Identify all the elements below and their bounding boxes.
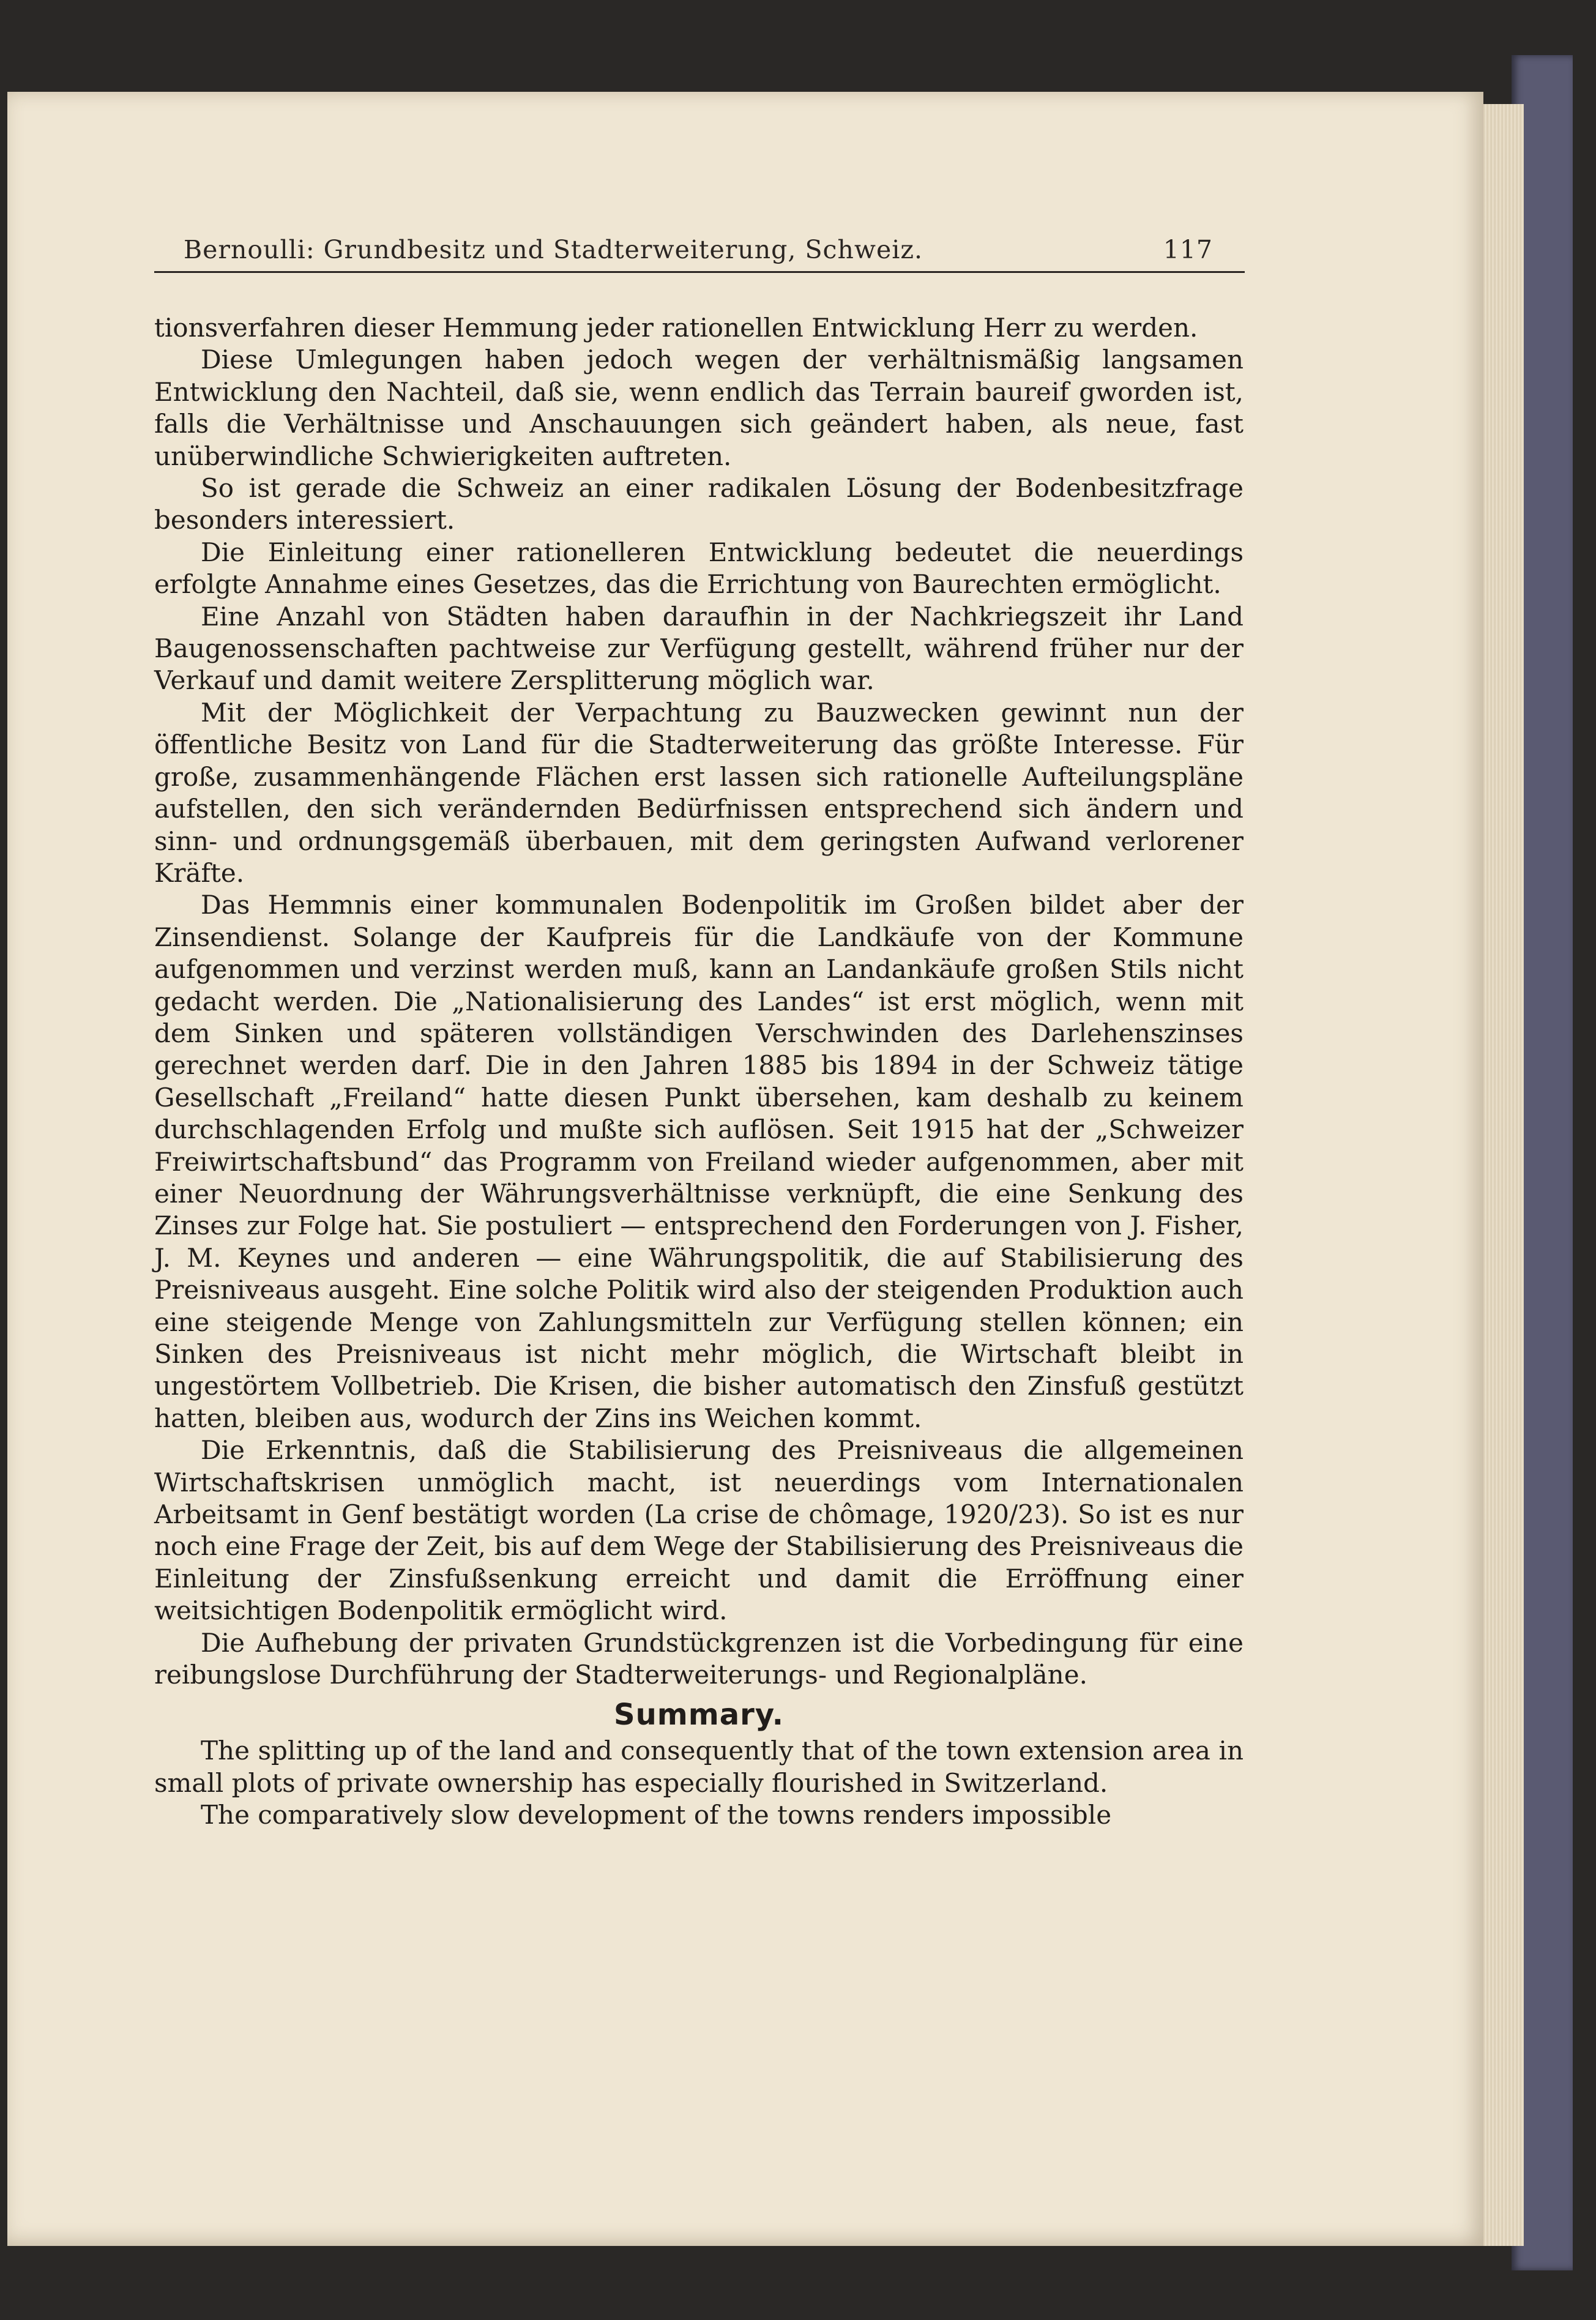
paragraph: Die Erkenntnis, daß die Stabilisierung des Preisniveaus die allgemeinen Wirtschaftskrisen unmöglich macht, ist neuerdings vom Internationalen Arbeitsamt in Genf bestätigt worden (La crise de chômage, 1920/23). So ist es nur noch eine Frage der Zeit, bis auf dem Wege der Stabilisierung des Preisniveaus die Einleitung der Zinsfußsenkung erreicht und damit die Erröffnung einer weitsichtigen Bodenpolitik ermöglicht wird.: [154, 1435, 1244, 1626]
page-number: 117: [1163, 235, 1213, 264]
running-head-title: Bernoulli: Grundbesitz und Stadterweiterung, Schweiz.: [184, 235, 923, 264]
paragraph: Die Einleitung einer rationelleren Entwicklung bedeutet die neuerdings erfolgte Annahme eines Gesetzes, das die Errichtung von Baurechten ermöglicht.: [154, 537, 1244, 600]
paragraph: Diese Umlegungen haben jedoch wegen der verhältnismäßig langsamen Entwicklung den Nachteil, daß sie, wenn endlich das Terrain baureif gworden ist, falls die Verhältnisse und Anschauungen sich geändert haben, als neue, fast unüberwindliche Schwierigkeiten auftreten.: [154, 345, 1244, 471]
paragraph: Das Hemmnis einer kommunalen Bodenpolitik im Großen bildet aber der Zinsendienst. Solange der Kaufpreis für die Landkäufe von der Kommune aufgenommen und verzinst werden muß, kann an Landankäufe großen Stils nicht gedacht werden. Die „Nationalisierung des Landes“ ist erst möglich, wenn mit dem Sinken und späteren vollständigen Verschwinden des Darlehenszinses gerechnet werden darf. Die in den Jahren 1885 bis 1894 in der Schweiz tätige Gesellschaft „Freiland“ hatte diesen Punkt übersehen, kam deshalb zu keinem durchschlagenden Erfolg und mußte sich auflösen. Seit 1915 hat der „Schweizer Freiwirtschaftsbund“ das Programm von Freiland wieder aufgenommen, aber mit einer Neuordnung der Währungsverhältnisse verknüpft, die eine Senkung des Zinses zur Folge hat. Sie postuliert — entsprechend den Forderungen von J. Fisher, J. M. Keynes und anderen — eine Währungspolitik, die auf Stabilisierung des Preisniveaus ausgeht. Eine solche Politik wird also der steigenden Produktion auch eine steigende Menge von Zahlungsmitteln zur Verfügung stellen können; ein Sinken des Preisniveaus ist nicht mehr möglich, die Wirtschaft bleibt in ungestörtem Vollbetrieb. Die Krisen, die bisher automatisch den Zinsfuß gestützt hatten, bleiben aus, wodurch der Zins ins Weichen kommt.: [154, 890, 1244, 1433]
paragraph: Mit der Möglichkeit der Verpachtung zu Bauzwecken gewinnt nun der öffentliche Besitz von Land für die Stadterweiterung das größte Interesse. Für große, zusammenhängende Flächen erst lassen sich rationelle Aufteilungspläne aufstellen, den sich verändernden Bedürfnissen entsprechend sich ändern und sinn- und ordnungsgemäß überbauen, mit dem geringsten Aufwand verlorener Kräfte.: [154, 697, 1244, 888]
header-rule: [154, 271, 1245, 273]
running-head: [184, 235, 1213, 272]
paragraph: So ist gerade die Schweiz an einer radikalen Lösung der Bodenbesitzfrage besonders interessiert.: [154, 473, 1244, 535]
paragraph: Eine Anzahl von Städten haben daraufhin in der Nachkriegszeit ihr Land Baugenossenschaften pachtweise zur Verfügung gestellt, während früher nur der Verkauf und damit weitere Zersplitterung möglich war.: [154, 601, 1244, 696]
summary-heading: Summary.: [614, 1698, 784, 1733]
paragraph: tionsverfahren dieser Hemmung jeder rationellen Entwicklung Herr zu werden.: [154, 313, 1198, 343]
summary-paragraph: The comparatively slow development of the towns renders impossible: [201, 1800, 1112, 1830]
paragraph: Die Aufhebung der privaten Grundstückgrenzen ist die Vorbedingung für eine reibungslose Durchführung der Stadterweiterungs- und Regionalpläne.: [154, 1627, 1244, 1690]
summary-paragraph: The splitting up of the land and consequently that of the town extension area in small plots of private ownership has especially flourished in Switzerland.: [154, 1736, 1244, 1798]
body-text: [154, 312, 1244, 1832]
